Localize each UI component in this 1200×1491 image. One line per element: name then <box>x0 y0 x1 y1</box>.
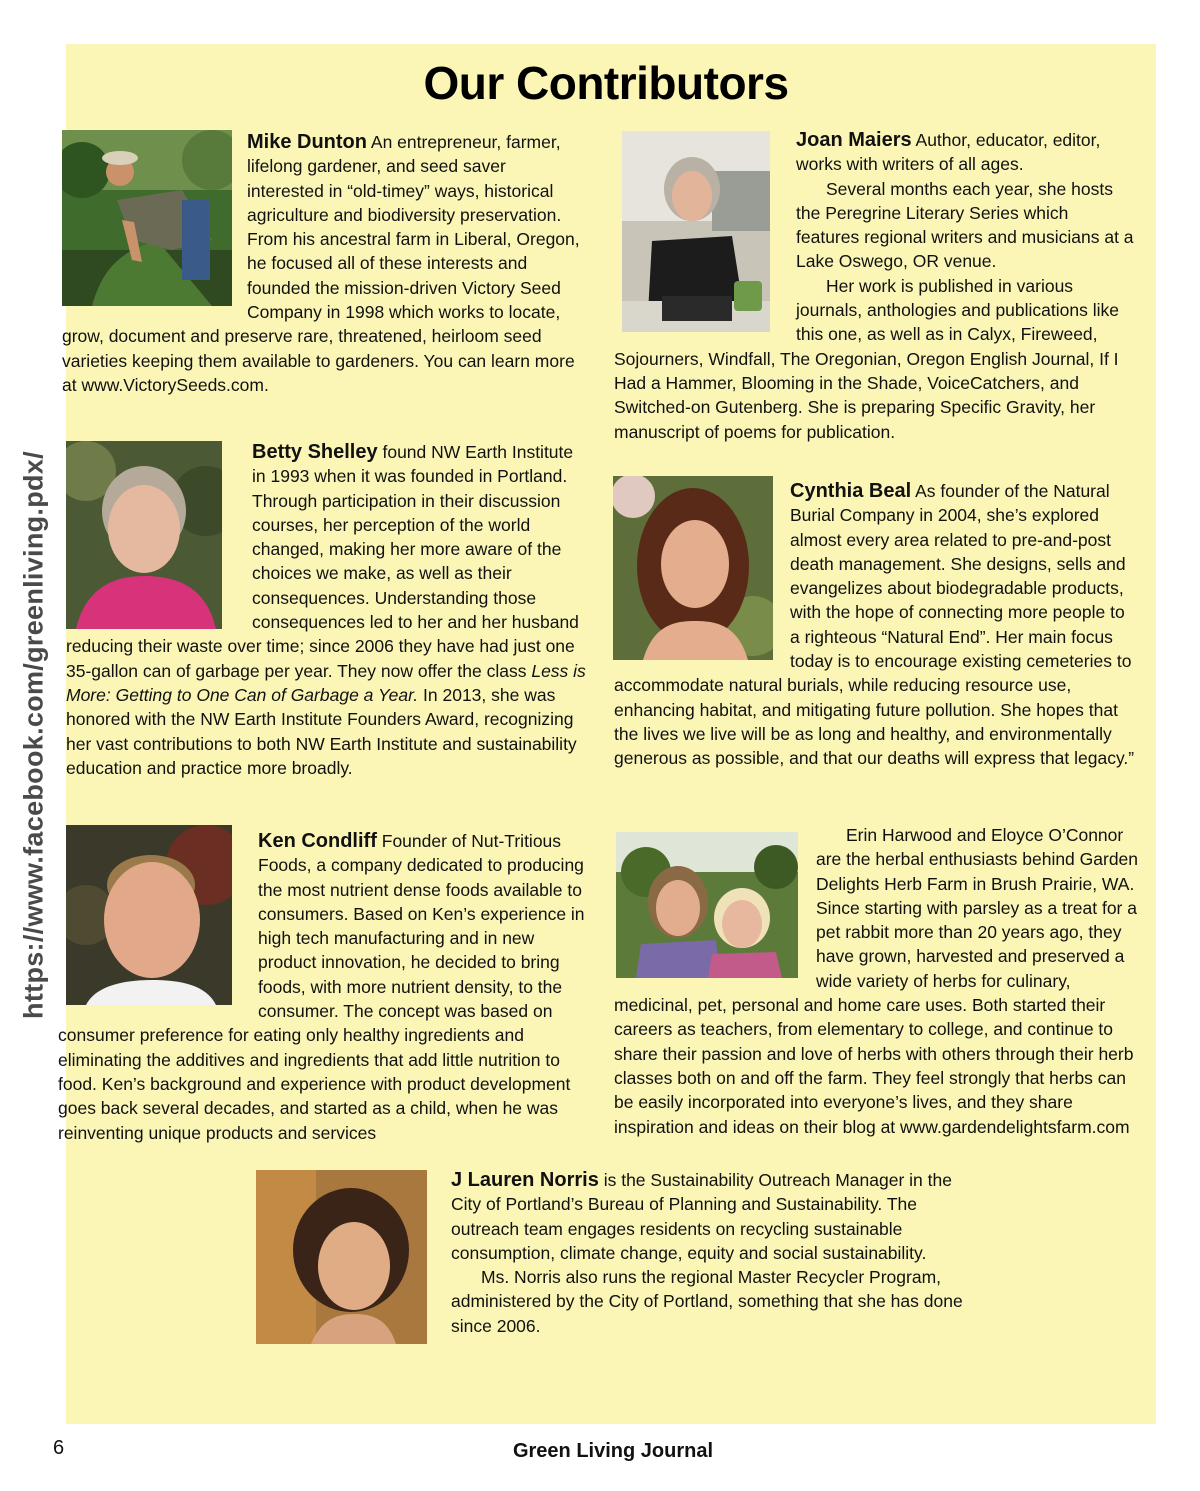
bio-mike-dunton <box>62 130 580 397</box>
bio-ken-condliff <box>58 829 588 1145</box>
contributor-name: Ken Condliff <box>258 830 377 852</box>
contributor-name: Cynthia Beal <box>790 480 912 502</box>
bio-text: Her work is published in various journals, anthologies and publications like this one, as well as in Calyx, Fireweed, Sojourners, Windfall, The Oregonian, Oregon English Journal, If I Had a Hammer, Blooming in the Shade, VoiceCatchers, and Switched-on Gutenberg. She is preparing Specific Gravity, her manuscript of poems for publication. <box>614 275 1119 442</box>
contributor-name: J Lauren Norris <box>451 1169 599 1191</box>
bio-garden-delights <box>614 823 1139 1139</box>
contributor-name: Joan Maiers <box>796 129 912 151</box>
bio-text: Author, educator, editor, works with writers of all ages. <box>796 130 1101 175</box>
bio-text: Founder of Nut-Tritious Foods, a company dedicated to producing the most nutrient dense foods available to consumers. Based on Ken’s experience in high tech manufacturing and in new product innovation, he decided to bring foods, with more nutrient density, to the consumer. The concept was based on consumer preference for eating only healthy ingredients and eliminating the additives and ingredients that add little nutrition to food. Ken’s background and experience with product development goes back several decades, and started as a child, when he was reinventing unique products and services <box>58 831 585 1143</box>
contributor-name: Betty Shelley <box>252 441 378 463</box>
class-title: Less is More: Getting to One Can of Garbage a Year. <box>66 660 586 705</box>
contributor-name: Mike Dunton <box>247 131 367 153</box>
page-title: Our Contributors <box>423 57 789 109</box>
photo-j-lauren-norris <box>256 1170 427 1344</box>
bio-text: As founder of the Natural Burial Company in 2004, she’s explored almost every area related to pre-and-post death management. She designs, sells and evangelizes about biodegradable products, with the hope of connecting more people to a righteous “Natural End”. Her main focus today is to encourage existing cemeteries to accommodate natural burials, while reducing resource use, enhancing habitat, and mitigating future pollution. She hopes that the lives we live will be as long and healthy, and environmentally generous as possible, and that our deaths will express that legacy.” <box>614 481 1135 769</box>
portrait-photo-icon <box>256 1170 427 1344</box>
bio-text: Erin Harwood and Eloyce O’Connor are the herbal enthusiasts behind Garden Delights Herb Farm in Brush Prairie, WA. Since starting with parsley as a treat for a pet rabbit more than 20 years ago, they have grown, harvested and preserved a wide variety of herbs for culinary, medicinal, pet, personal and home care uses. Both started their careers as teachers, from elementary to college, and continue to share their passion and love of herbs with others through their herb classes both on and off the farm. They feel strongly that herbs can be easily incorporated into everyone’s lives, and they share inspiration and ideas on their blog at www.gardendelightsfarm.com <box>614 825 1139 1137</box>
side-url-text: https://www.facebook.com/greenliving.pdx/ <box>18 451 49 1019</box>
bio-joan-maiers <box>614 128 1136 444</box>
bio-j-lauren-norris <box>451 1168 971 1338</box>
bio-text: Ms. Norris also runs the regional Master Recycler Program, administered by the City of Portland, something that she has done since 2006. <box>451 1267 963 1336</box>
bio-betty-shelley <box>66 440 588 780</box>
bio-text: found NW Earth Institute in 1993 when it was founded in Portland. Through participation in their discussion courses, her perception of the world changed, making her more aware of the choices we make, as well as their consequences. Understanding those consequences led to her and her husband reducing their waste over time; since 2006 they have had just one 35-gallon can of garbage per year. They now offer the class <box>66 442 579 681</box>
publication-name: Green Living Journal <box>512 1440 714 1462</box>
bio-text: is the Sustainability Outreach Manager in the City of Portland’s Bureau of Planning and Sustainability. The outreach team engages residents on recycling sustainable consumption, climate change, equity and social sustainability. <box>451 1170 952 1263</box>
facebook-url-vertical <box>14 451 54 1019</box>
bio-text: In 2013, she was honored with the NW Earth Institute Founders Award, recognizing her vast contributions to both NW Earth Institute and sustainability education and practice more broadly. <box>66 684 577 778</box>
bio-text: An entrepreneur, farmer, lifelong gardener, and seed saver interested in “old-timey” ways, historical agriculture and biodiversity preservation. From his ancestral farm in Liberal, Oregon, he focused all of these interests and founded the mission-driven Victory Seed Company in 1998 which works to locate, grow, document and preserve rare, threatened, heirloom seed varieties keeping them available to gardeners. You can learn more at www.VictorySeeds.com. <box>62 132 580 395</box>
bio-cynthia-beal <box>614 479 1136 771</box>
page-number: 6 <box>53 1437 65 1459</box>
bio-text: Several months each year, she hosts the Peregrine Literary Series which features regional writers and musicians at a Lake Oswego, OR venue. <box>796 178 1134 272</box>
